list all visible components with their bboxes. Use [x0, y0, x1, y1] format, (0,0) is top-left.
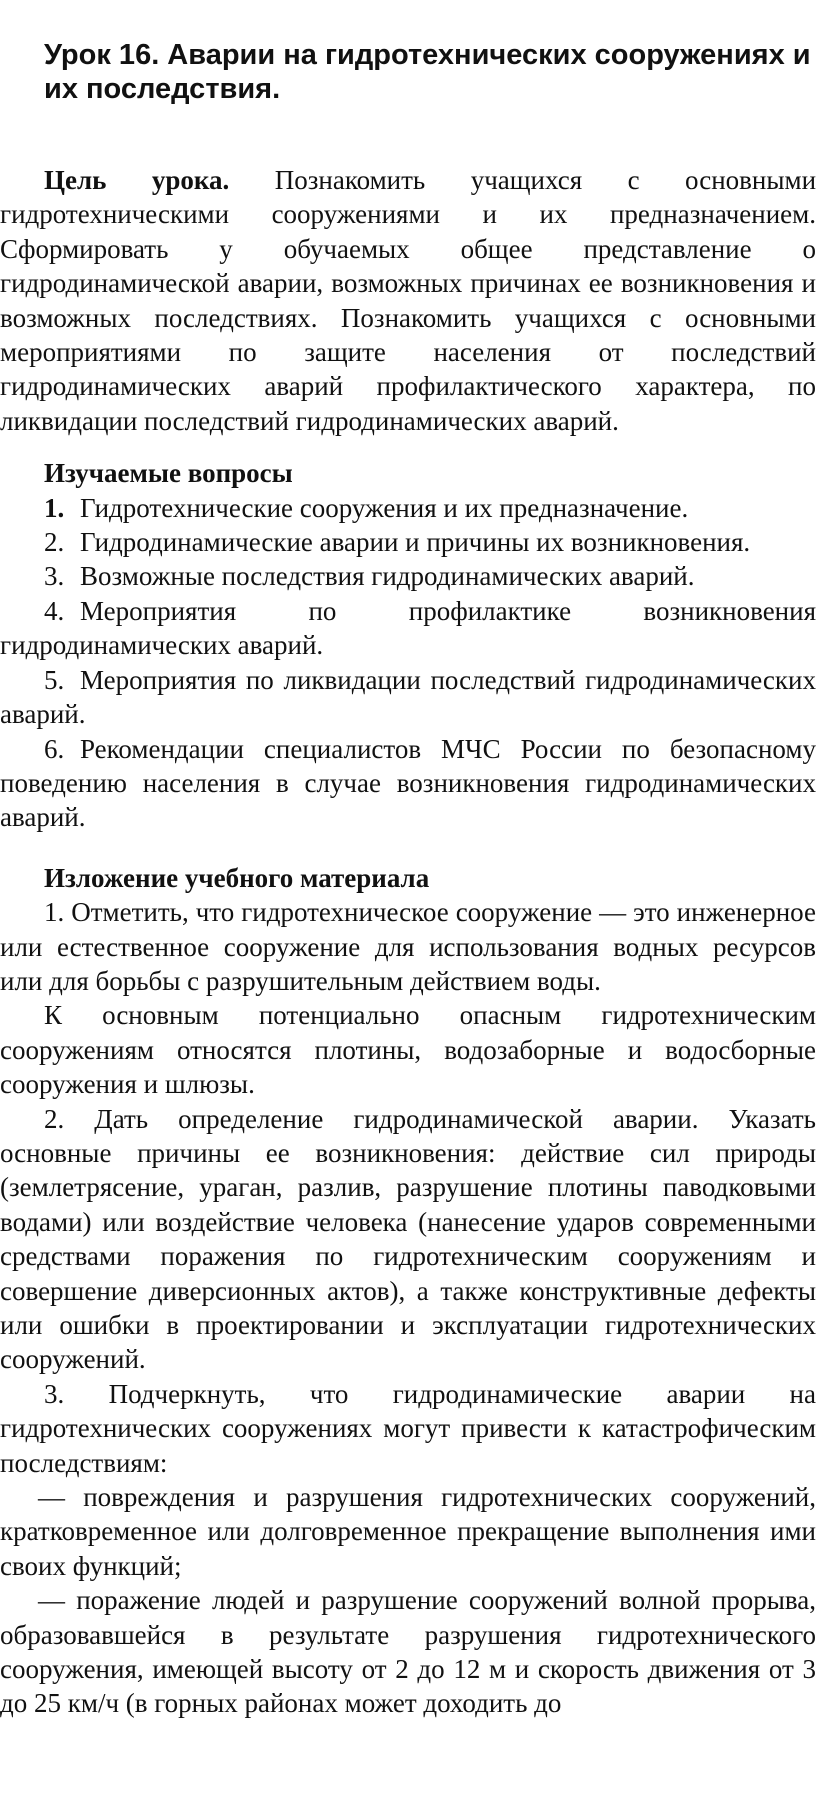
question-number: 1.: [44, 492, 65, 523]
question-number: 4.: [44, 595, 65, 626]
material-paragraph: 3. Подчеркнуть, что гидродинамические аварии на гидротехнических сооружениях могут привести к катастрофическим последствиям:: [0, 1378, 816, 1478]
question-text: Гидротехнические сооружения и их предназначение.: [80, 492, 689, 523]
lesson-goal: [0, 163, 816, 438]
question-item: [0, 732, 816, 835]
goal-text: Познакомить учащихся с основными гидротехническими сооружениями и их предназначением. Сформировать у обучаемых общее представление о гидродинамической аварии, возможных причинах ее возникновения и возможных последствиях. Познакомить учащихся с основными мероприятиями по защите населения от последствий гидродинамических аварий профилактического характера, по ликвидации последствий гидродинамических аварий.: [0, 165, 816, 436]
question-number: 3.: [44, 561, 65, 592]
question-text: Мероприятия по профилактике возникновения гидродинамических аварий.: [0, 595, 816, 661]
questions-heading: Изучаемые вопросы: [44, 458, 293, 489]
question-number: 2.: [44, 527, 65, 558]
questions-list: [0, 491, 816, 835]
goal-label: Цель урока.: [44, 165, 230, 195]
question-text: Мероприятия по ликвидации последствий гидродинамических аварий.: [0, 664, 816, 730]
lesson-title: Урок 16. Аварии на гидротехнических сооружениях и их последствия.: [44, 39, 811, 105]
material-paragraph: 2. Дать определение гидродинамической аварии. Указать основные причины ее возникновения: действие сил природы (землетрясение, ураган, разлив, разрушение плотины паводковыми водами) или воздействие человека (нанесение ударов современными средствами поражения по гидротехническим сооружениям и совершение диверсионных актов), а также конструктивные дефекты или ошибки в проектировании и эксплуатации гидротехнических сооружений.: [0, 1103, 816, 1375]
consequence-item: — поражение людей и разрушение сооружений волной прорыва, образовавшейся в результате разрушения гидротехнического сооружения, имеющей высоту от 2 до 12 м и скорость движения от 3 до 25 км/ч (в горных районах может доходить до: [0, 1585, 816, 1719]
question-item: [0, 663, 816, 732]
spacer: [0, 438, 816, 456]
question-text: Рекомендации специалистов МЧС России по безопасному поведению населения в случае возникновения гидродинамических аварий.: [0, 733, 816, 833]
lesson-body: [0, 163, 816, 1721]
spacer: [0, 835, 816, 861]
question-number: 5.: [44, 664, 65, 695]
material-paragraph: К основным потенциально опасным гидротехническим сооружениям относятся плотины, водозаборные и водосборные сооружения и шлюзы.: [0, 1000, 816, 1100]
material-heading: Изложение учебного материала: [44, 862, 430, 893]
question-item: [0, 491, 816, 525]
question-item: [0, 525, 816, 559]
material-paragraph: 1. Отметить, что гидротехническое сооружение — это инженерное или естественное сооружение для использования водных ресурсов или для борьбы с разрушительным действием воды.: [0, 897, 816, 996]
question-text: Гидродинамические аварии и причины их возникновения.: [80, 527, 751, 558]
question-text: Возможные последствия гидродинамических аварий.: [80, 561, 695, 592]
question-item: [0, 559, 816, 593]
question-number: 6.: [44, 733, 65, 764]
consequence-item: — повреждения и разрушения гидротехнических сооружений, кратковременное или долговременное прекращение выполнения ими своих функций;: [0, 1482, 816, 1581]
question-item: [0, 594, 816, 663]
